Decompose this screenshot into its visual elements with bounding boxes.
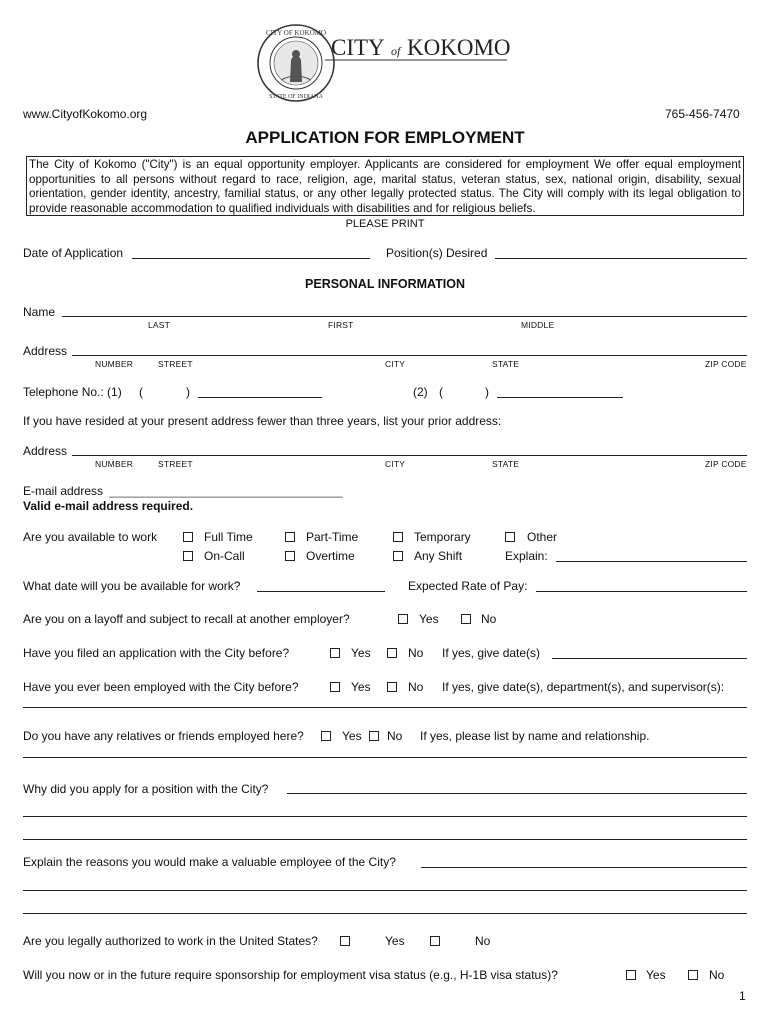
please-print-label: PLEASE PRINT: [345, 218, 425, 230]
why-apply-field-3[interactable]: [23, 839, 747, 840]
prior-address-street-caption: STREET: [158, 459, 193, 469]
why-apply-field-1[interactable]: [287, 793, 747, 794]
part-time-checkbox[interactable]: [285, 532, 295, 542]
date-of-application-field[interactable]: [132, 258, 370, 259]
filed-followup-label: If yes, give date(s): [442, 646, 541, 660]
name-field[interactable]: [62, 316, 747, 317]
employed-question: Have you ever been employed with the City before?: [23, 680, 299, 694]
relatives-no-checkbox[interactable]: [369, 731, 379, 741]
relatives-followup-label: If yes, please list by name and relationship.: [420, 729, 650, 743]
layoff-no-checkbox[interactable]: [461, 614, 471, 624]
temporary-label: Temporary: [414, 530, 471, 544]
layoff-yes-label: Yes: [419, 612, 439, 626]
any-shift-label: Any Shift: [414, 549, 463, 563]
prior-address-zip-caption: ZIP CODE: [705, 459, 747, 469]
date-of-application-label: Date of Application: [23, 246, 124, 260]
prior-address-field[interactable]: [72, 455, 747, 456]
personal-info-heading: PERSONAL INFORMATION: [305, 277, 465, 291]
layoff-yes-checkbox[interactable]: [398, 614, 408, 624]
available-date-field[interactable]: [257, 591, 385, 592]
telephone-2-field[interactable]: [497, 397, 623, 398]
eeo-notice: The City of Kokomo ("City") is an equal opportunity employer. Applicants are considered for employment We offer equal employment opportunities to all persons without regard to race, religion, age, marital status, veteran status, sex, national origin, disability, sexual orientation, gender identity, ancestry, familial status, or any other legally protected status. The City will comply with its legal obligation to provide reasonable accommodation to qualified individuals with disabilities and for religious beliefs.: [26, 156, 744, 216]
authorized-question: Are you legally authorized to work in the United States?: [23, 934, 318, 948]
sponsorship-yes-label: Yes: [646, 968, 666, 982]
svg-text:STATE OF INDIANA: STATE OF INDIANA: [269, 94, 323, 100]
on-call-checkbox[interactable]: [183, 551, 193, 561]
prior-address-prompt: If you have resided at your present address fewer than three years, list your prior address:: [23, 414, 502, 428]
filed-no-checkbox[interactable]: [387, 648, 397, 658]
relatives-list-field[interactable]: [23, 757, 747, 758]
on-call-label: On-Call: [204, 549, 245, 563]
employed-no-checkbox[interactable]: [387, 682, 397, 692]
part-time-label: Part-Time: [306, 530, 359, 544]
employed-yes-label: Yes: [351, 680, 371, 694]
valuable-field-3[interactable]: [23, 913, 747, 914]
overtime-checkbox[interactable]: [285, 551, 295, 561]
explain-field[interactable]: [556, 561, 747, 562]
sponsorship-no-checkbox[interactable]: [688, 970, 698, 980]
relatives-yes-checkbox[interactable]: [321, 731, 331, 741]
available-date-label: What date will you be available for work?: [23, 579, 241, 593]
address-number-caption: NUMBER: [95, 359, 134, 369]
why-apply-question: Why did you apply for a position with the City?: [23, 782, 269, 796]
name-label: Name: [23, 305, 56, 319]
relatives-question: Do you have any relatives or friends employed here?: [23, 729, 304, 743]
telephone-2-label: (2): [413, 385, 428, 399]
relatives-yes-label: Yes: [342, 729, 362, 743]
sponsorship-no-label: No: [709, 968, 725, 982]
authorized-no-label: No: [475, 934, 491, 948]
layoff-no-label: No: [481, 612, 497, 626]
filed-dates-field[interactable]: [552, 658, 747, 659]
svg-text:CITY OF KOKOMO: CITY OF KOKOMO: [265, 29, 327, 37]
authorized-yes-label: Yes: [385, 934, 405, 948]
why-apply-field-2[interactable]: [23, 816, 747, 817]
relatives-no-label: No: [387, 729, 403, 743]
filed-no-label: No: [408, 646, 424, 660]
any-shift-checkbox[interactable]: [393, 551, 403, 561]
telephone-2-open-paren: (: [439, 385, 443, 399]
website-text: www.CityofKokomo.org: [23, 107, 148, 121]
employed-details-field[interactable]: [23, 707, 747, 708]
other-checkbox[interactable]: [505, 532, 515, 542]
address-state-caption: STATE: [492, 359, 520, 369]
positions-desired-field[interactable]: [495, 258, 747, 259]
overtime-label: Overtime: [306, 549, 355, 563]
svg-text:KOKOMO: KOKOMO: [407, 35, 511, 60]
temporary-checkbox[interactable]: [393, 532, 403, 542]
telephone-label: Telephone No.: (1): [23, 385, 122, 399]
address-street-caption: STREET: [158, 359, 193, 369]
other-label: Other: [527, 530, 558, 544]
name-first-caption: FIRST: [328, 320, 354, 330]
city-of-kokomo-logo: [255, 22, 515, 104]
phone-text: 765-456-7470: [665, 107, 740, 121]
employed-no-label: No: [408, 680, 424, 694]
telephone-1-field[interactable]: [198, 397, 322, 398]
address-field[interactable]: [72, 355, 747, 356]
email-field[interactable]: ___________________________________: [109, 484, 343, 498]
positions-desired-label: Position(s) Desired: [386, 246, 488, 260]
full-time-checkbox[interactable]: [183, 532, 193, 542]
address-city-caption: CITY: [385, 359, 406, 369]
valuable-field-2[interactable]: [23, 890, 747, 891]
address-zip-caption: ZIP CODE: [705, 359, 747, 369]
authorized-no-checkbox[interactable]: [430, 936, 440, 946]
explain-label: Explain:: [505, 549, 548, 563]
telephone-2-close-paren: ): [485, 385, 489, 399]
prior-address-state-caption: STATE: [492, 459, 520, 469]
expected-rate-field[interactable]: [536, 591, 747, 592]
employed-yes-checkbox[interactable]: [330, 682, 340, 692]
sponsorship-question: Will you now or in the future require sponsorship for employment visa status (e.g., H-1B visa status)?: [23, 968, 558, 982]
prior-address-city-caption: CITY: [385, 459, 406, 469]
filed-question: Have you filed an application with the City before?: [23, 646, 290, 660]
layoff-question: Are you on a layoff and subject to recall at another employer?: [23, 612, 350, 626]
valuable-question: Explain the reasons you would make a valuable employee of the City?: [23, 855, 396, 869]
name-last-caption: LAST: [148, 320, 171, 330]
telephone-1-open-paren: (: [139, 385, 143, 399]
email-label: E-mail address: [23, 484, 104, 498]
full-time-label: Full Time: [204, 530, 253, 544]
svg-text:CITY: CITY: [331, 35, 385, 60]
svg-text:of: of: [391, 44, 401, 58]
email-required-note: Valid e-mail address required.: [23, 499, 194, 513]
expected-rate-label: Expected Rate of Pay:: [408, 579, 528, 593]
authorized-yes-checkbox[interactable]: [340, 936, 350, 946]
valuable-field-1[interactable]: [421, 867, 747, 868]
prior-address-number-caption: NUMBER: [95, 459, 134, 469]
city-seal-icon: [255, 22, 515, 104]
address-label: Address: [23, 344, 68, 358]
employed-followup-label: If yes, give date(s), department(s), and supervisor(s):: [442, 680, 725, 694]
telephone-1-close-paren: ): [186, 385, 190, 399]
sponsorship-yes-checkbox[interactable]: [626, 970, 636, 980]
name-middle-caption: MIDDLE: [521, 320, 555, 330]
filed-yes-checkbox[interactable]: [330, 648, 340, 658]
page-number: 1: [739, 989, 746, 1003]
page-title: APPLICATION FOR EMPLOYMENT: [245, 128, 525, 147]
filed-yes-label: Yes: [351, 646, 371, 660]
prior-address-label: Address: [23, 444, 68, 458]
availability-label: Are you available to work: [23, 530, 158, 544]
